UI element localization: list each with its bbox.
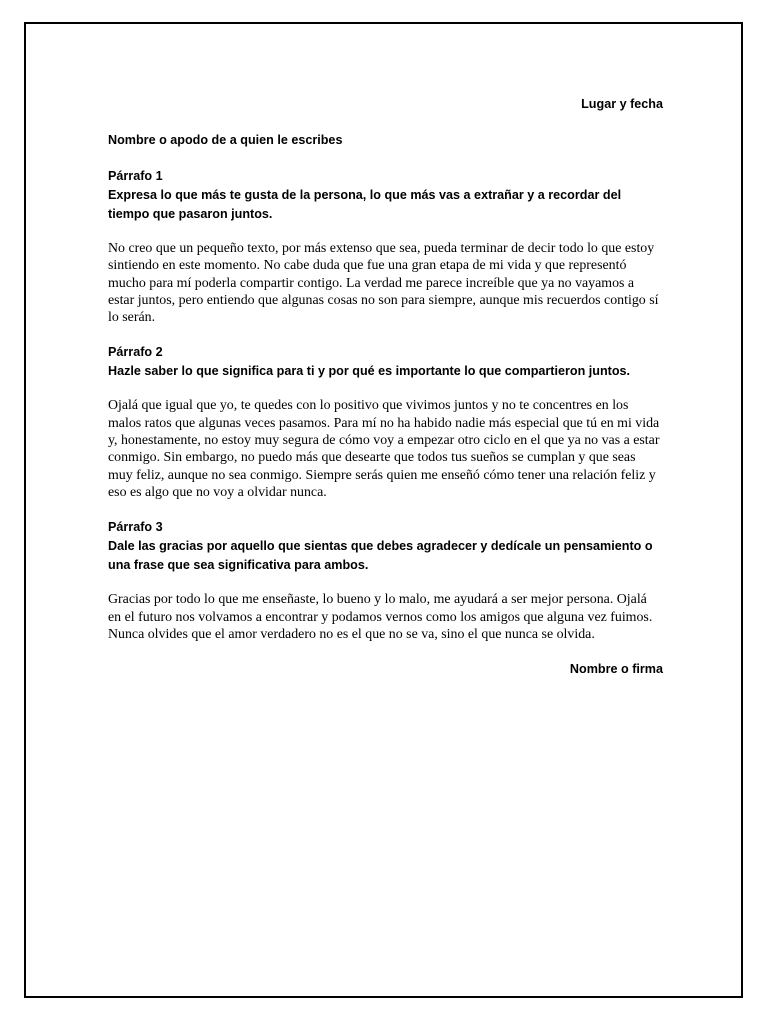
letter-content bbox=[108, 95, 663, 679]
letter-page bbox=[24, 22, 743, 998]
paragraph-2-heading: Párrafo 2 bbox=[108, 345, 163, 360]
place-date: Lugar y fecha bbox=[581, 97, 663, 111]
paragraph-3-heading: Párrafo 3 bbox=[108, 520, 163, 535]
paragraph-1-text: No creo que un pequeño texto, por más extenso que sea, pueda terminar de decir todo lo que estoy sintiendo en este momento. No cabe duda que fue una gran etapa de mi vida y que representó mucho para mí poderla compartir contigo. La verdad me parece increíble que ya no vayamos a estar juntos, pero entiendo que algunas cosas no son para siempre, aunque mis recuerdos contigo sí lo serán. bbox=[108, 241, 659, 326]
paragraph-3-text: Gracias por todo lo que me enseñaste, lo bueno y lo malo, me ayudará a ser mejor persona. Ojalá en el futuro nos volvamos a encontrar y podamos vernos como los amigos que alguna vez fuimos. Nunca olvides que el amor verdadero no es el que no se va, sino el que nunca se olvida. bbox=[108, 592, 653, 642]
paragraph-2-prompt: Hazle saber lo que significa para ti y por qué es importante lo que compartieron juntos. bbox=[108, 364, 631, 379]
recipient-name: Nombre o apodo de a quien le escribes bbox=[108, 133, 343, 147]
paragraph-2-text: Ojalá que igual que yo, te quedes con lo positivo que vivimos juntos y no te concentres en los malos ratos que algunas veces pasamos. Para mí no ha habido nadie más especial que tú en mi vida y, honestamente, no estoy muy segura de cómo voy a empezar otro ciclo en el que ya no vas a estar conmigo. Sin embargo, no puedo más que desearte que todos tus sueños se cumplan y que seas muy feliz, aunque no sea conmigo. Siempre serás quien me enseñó cómo tener una relación feliz y eso es algo que no voy a olvidar nunca. bbox=[108, 398, 660, 500]
signature: Nombre o firma bbox=[569, 662, 663, 677]
paragraph-1-heading: Párrafo 1 bbox=[108, 169, 163, 183]
paragraph-3-prompt: Dale las gracias por aquello que sientas que debes agradecer y dedícale un pensamiento o una frase que sea significativa para ambos. bbox=[108, 539, 653, 573]
paragraph-1-prompt: Expresa lo que más te gusta de la persona, lo que más vas a extrañar y a recordar del tiempo que pasaron juntos. bbox=[108, 188, 622, 221]
